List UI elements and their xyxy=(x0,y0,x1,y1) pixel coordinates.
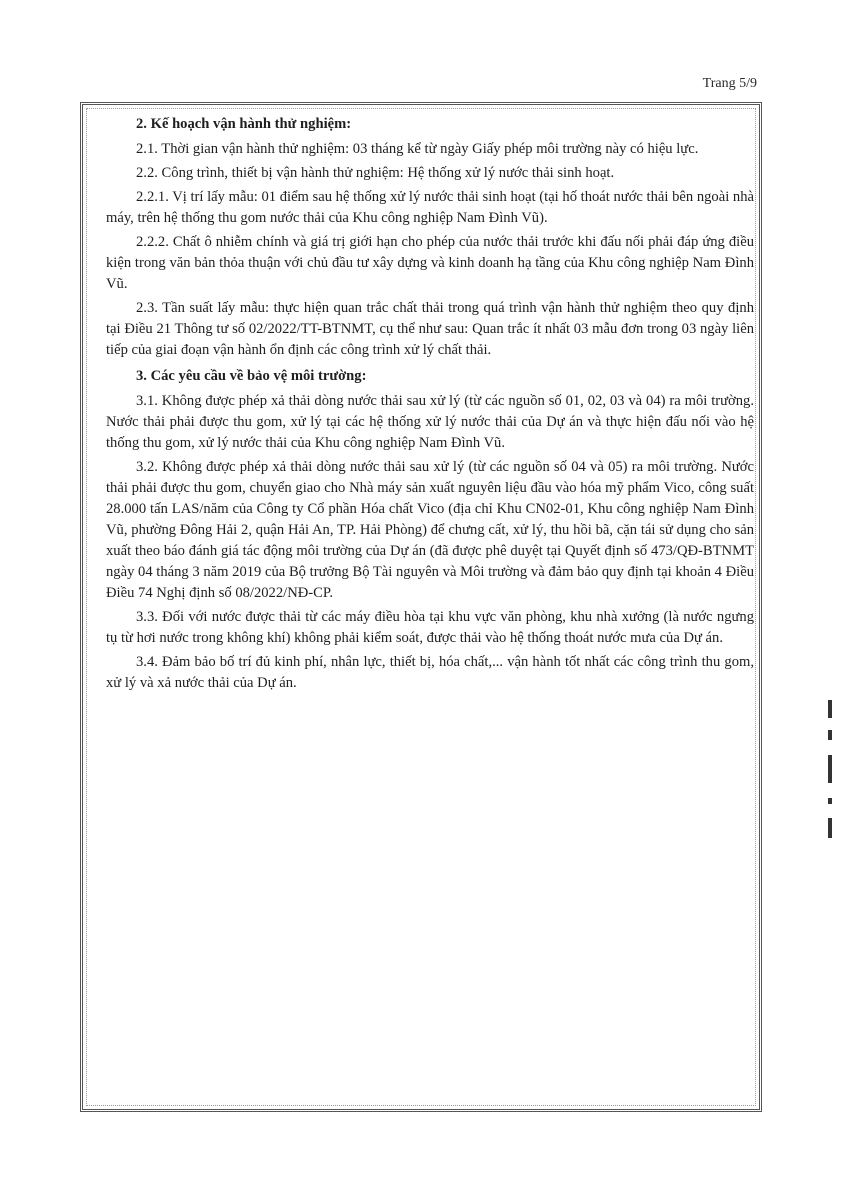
scan-artifact xyxy=(824,700,836,840)
paragraph-3-1: 3.1. Không được phép xả thải dòng nước thải sau xử lý (từ các nguồn số 01, 02, 03 và 04) ra môi trường. Nước thải phải được thu gom, xử lý tại các hệ thống xử lý nước thải của Dự án và thực hiện đấu nối vào hệ thống thu gom, xử lý nước thải của Khu công nghiệp Nam Đình Vũ. xyxy=(106,393,754,451)
paragraph-3-3: 3.3. Đối với nước được thải từ các máy điều hòa tại khu vực văn phòng, khu nhà xưởng (là nước ngưng tụ từ hơi nước trong không khí) không phải kiểm soát, được thải vào hệ thống thoát nước mưa của Dự án. xyxy=(106,609,754,646)
paragraph-2-2: 2.2. Công trình, thiết bị vận hành thử nghiệm: Hệ thống xử lý nước thải sinh hoạt. xyxy=(136,165,615,181)
paragraph-3-2: 3.2. Không được phép xả thải dòng nước thải sau xử lý (từ các nguồn số 04 và 05) ra môi trường. Nước thải phải được thu gom, chuyển giao cho Nhà máy sản xuất nguyên liệu đầu vào hóa mỹ phẩm Vico, công suất 28.000 tấn LAS/năm của Công ty Cổ phần Hóa chất Vico (địa chỉ Khu CN02-01, Khu công nghiệp Nam Đình Vũ, phường Đông Hải 2, quận Hải An, TP. Hải Phòng) để chưng cất, xử lý, thu hồi bã, cặn tái sử dụng cho sản xuất theo báo đánh giá tác động môi trường của Dự án (đã được phê duyệt tại Quyết định số 473/QĐ-BTNMT ngày 04 tháng 3 năm 2019 của Bộ trưởng Bộ Tài nguyên và Môi trường và đảm bảo quy định tại khoản 4 Điều Điều 74 Nghị định số 08/2022/NĐ-CP. xyxy=(106,459,754,601)
paragraph-3-4: 3.4. Đảm bảo bố trí đủ kinh phí, nhân lực, thiết bị, hóa chất,... vận hành tốt nhất các công trình thu gom, xử lý và xả nước thải của Dự án. xyxy=(106,654,754,691)
paragraph-2-1: 2.1. Thời gian vận hành thử nghiệm: 03 tháng kể từ ngày Giấy phép môi trường này có hiệu lực. xyxy=(136,141,699,157)
paragraph-2-2-2: 2.2.2. Chất ô nhiễm chính và giá trị giới hạn cho phép của nước thải trước khi đấu nối phải đáp ứng điều kiện trong văn bản thỏa thuận với chủ đầu tư xây dựng và kinh doanh hạ tầng của Khu công nghiệp Nam Đình Vũ. xyxy=(106,234,754,292)
section-3-heading: 3. Các yêu cầu về bảo vệ môi trường: xyxy=(136,368,367,384)
page-number: Trang 5/9 xyxy=(702,76,757,91)
section-2-heading: 2. Kế hoạch vận hành thử nghiệm: xyxy=(136,116,352,132)
paragraph-2-3: 2.3. Tần suất lấy mẫu: thực hiện quan trắc chất thải trong quá trình vận hành thử nghiệm theo quy định tại Điều 21 Thông tư số 02/2022/TT-BTNMT, cụ thể như sau: Quan trắc ít nhất 03 mẫu đơn trong 03 ngày liên tiếp của giai đoạn vận hành ổn định các công trình xử lý chất thải. xyxy=(106,300,754,358)
document-body xyxy=(106,114,754,697)
paragraph-2-2-1: 2.2.1. Vị trí lấy mẫu: 01 điểm sau hệ thống xử lý nước thải sinh hoạt (tại hố thoát nước thải bên ngoài nhà máy, trên hệ thống thu gom nước thải của Khu công nghiệp Nam Đình Vũ). xyxy=(106,189,754,226)
